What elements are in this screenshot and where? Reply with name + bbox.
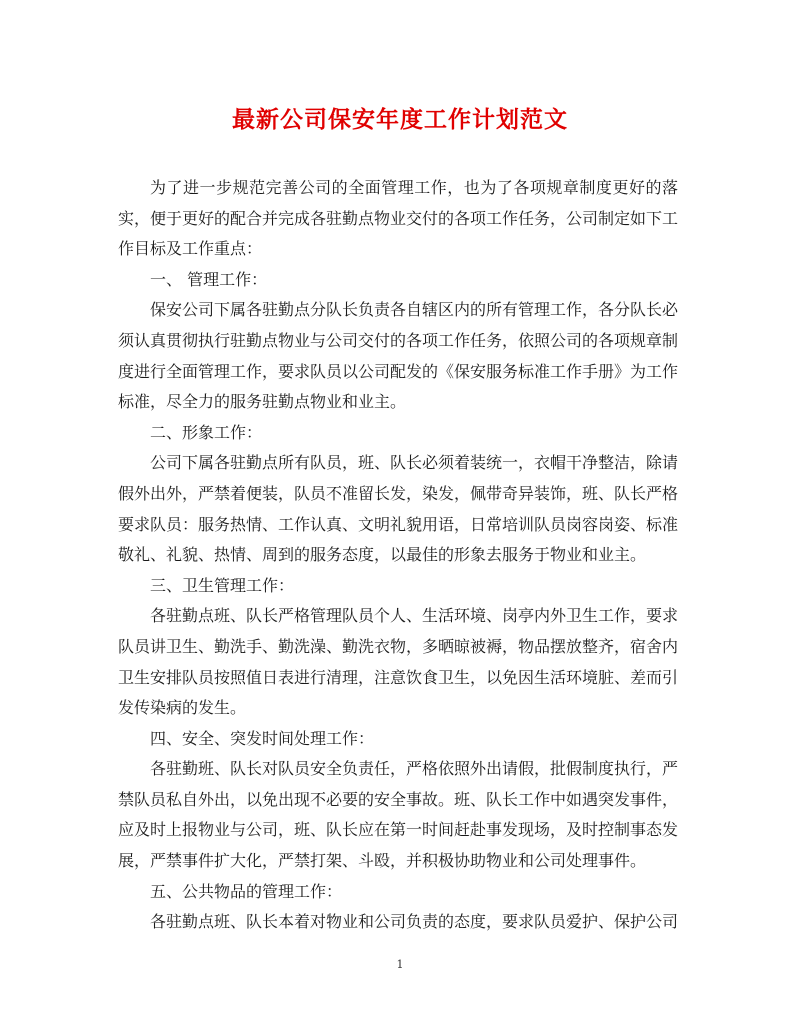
section-heading-image: 二、形象工作： bbox=[150, 422, 263, 442]
section-heading-hygiene: 三、卫生管理工作： bbox=[150, 575, 295, 595]
section-heading-safety: 四、安全、突发时间处理工作： bbox=[150, 728, 375, 748]
section-body-image: 公司下属各驻勤点所有队员，班、队长必须着装统一，衣帽干净整洁，除请假外出外，严禁着便装，队员不准留长发，染发，佩带奇异装饰，班、队长严格要求队员：服务热情、工作认真、文明礼貌用语，日常培训队员岗容岗姿、标准敬礼、礼貌、热情、周到的服务态度，以最佳的形象去服务于物业和业主。 bbox=[118, 453, 679, 565]
section-body-hygiene: 各驻勤点班、队长严格管理队员个人、生活环境、岗亭内外卫生工作，要求队员讲卫生、勤洗手、勤洗澡、勤洗衣物，多晒晾被褥，物品摆放整齐，宿舍内卫生安排队员按照值日表进行清理，注意饮食卫生，以免因生活环境脏、差而引发传染病的发生。 bbox=[118, 606, 679, 718]
document-body bbox=[118, 173, 678, 938]
page-number: 1 bbox=[396, 958, 404, 971]
section-body-management: 保安公司下属各驻勤点分队长负责各自辖区内的所有管理工作，各分队长必须认真贯彻执行驻勤点物业与公司交付的各项工作任务，依照公司的各项规章制度进行全面管理工作，要求队员以公司配发的《保安服务标准工作手册》为工作标准，尽全力的服务驻勤点物业和业主。 bbox=[118, 300, 679, 412]
section-body-safety: 各驻勤班、队长对队员安全负责任，严格依照外出请假，批假制度执行，严禁队员私自外出，以免出现不必要的安全事故。班、队长工作中如遇突发事件，应及时上报物业与公司，班、队长应在第一时间赶赴事发现场，及时控制事态发展，严禁事件扩大化，严禁打架、斗殴，并积极协助物业和公司处理事件。 bbox=[118, 759, 679, 871]
section-heading-management: 一、 管理工作： bbox=[150, 269, 268, 289]
document-title: 最新公司保安年度工作计划范文 bbox=[232, 106, 568, 133]
intro-paragraph: 为了进一步规范完善公司的全面管理工作，也为了各项规章制度更好的落实，便于更好的配合并完成各驻勤点物业交付的各项工作任务，公司制定如下工作目标及工作重点： bbox=[118, 178, 679, 259]
section-heading-public-items: 五、公共物品的管理工作： bbox=[150, 881, 343, 901]
section-body-public-items: 各驻勤点班、队长本着对物业和公司负责的态度，要求队员爱护、保护公司 bbox=[150, 912, 679, 932]
